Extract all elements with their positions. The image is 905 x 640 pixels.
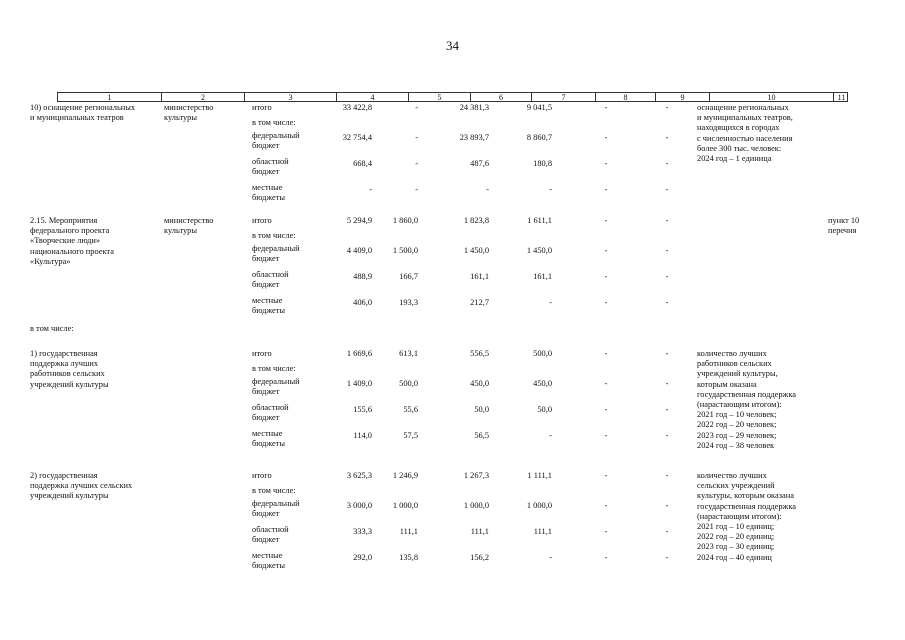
value-c4: 3 000,0 (346, 501, 372, 510)
value-c7: - (549, 185, 552, 194)
value-c5: 111,1 (399, 527, 418, 536)
header-col-4: 4 (337, 93, 409, 101)
value-c8: - (604, 216, 608, 225)
funding-source-label: в том числе: (252, 364, 296, 373)
value-c9: - (665, 379, 669, 388)
funding-source-label: местные бюджеты (252, 296, 286, 316)
value-c5: - (415, 103, 418, 112)
responsible-ministry: министерство культуры (164, 103, 214, 123)
funding-source-label: итого (252, 103, 272, 112)
value-c7: - (549, 553, 552, 562)
value-c4: 292,0 (353, 553, 372, 562)
value-c4: 333,3 (353, 527, 372, 536)
value-c8: - (604, 527, 608, 536)
funding-source-label: федеральный бюджет (252, 244, 300, 264)
value-c6: 556,5 (470, 349, 489, 358)
value-c4: 1 669,6 (346, 349, 372, 358)
reference: пункт 10 перечня (828, 216, 860, 236)
value-c8: - (604, 298, 608, 307)
funding-source-label: в том числе: (252, 486, 296, 495)
value-c8: - (604, 349, 608, 358)
value-c9: - (665, 553, 669, 562)
value-c8: - (604, 471, 608, 480)
header-col-3: 3 (245, 93, 337, 101)
value-c7: 161,1 (533, 272, 552, 281)
value-c5: 135,8 (399, 553, 418, 562)
value-c5: 1 860,0 (392, 216, 418, 225)
header-col-5: 5 (409, 93, 471, 101)
value-c5: 55,6 (403, 405, 418, 414)
value-c4: 1 409,0 (346, 379, 372, 388)
value-c4: 32 754,4 (342, 133, 372, 142)
value-c6: 212,7 (470, 298, 489, 307)
value-c6: 50,0 (474, 405, 489, 414)
expected-result: количество лучших работников сельских учреждений культуры, которым оказана государственная поддержка (нарастающим итогом): 2021 год – 10 человек; 2022 год – 20 человек; 2023 год – 29 человек; 2024 год – 38 человек (697, 349, 796, 450)
funding-source-label: местные бюджеты (252, 429, 286, 449)
value-c4: 5 294,9 (346, 216, 372, 225)
activity-name: 10) оснащение региональных и муниципальных театров (30, 103, 136, 123)
value-c7: 50,0 (537, 405, 552, 414)
funding-source-label: федеральный бюджет (252, 377, 300, 397)
value-c6: 1 450,0 (463, 246, 489, 255)
value-c4: 668,4 (353, 159, 372, 168)
funding-source-label: федеральный бюджет (252, 131, 300, 151)
value-c6: - (486, 185, 489, 194)
header-col-2: 2 (162, 93, 245, 101)
value-c6: 156,2 (470, 553, 489, 562)
header-col-7: 7 (532, 93, 596, 101)
activity-name: 2.15. Мероприятия федерального проекта «Творческие люди» национального проекта «Культура» (30, 216, 114, 266)
value-c5: 166,7 (399, 272, 418, 281)
value-c5: 1 246,9 (392, 471, 418, 480)
value-c6: 161,1 (470, 272, 489, 281)
value-c9: - (665, 185, 669, 194)
expected-result: оснащение региональных и муниципальных театров, находящихся в городах с численностью населения более 300 тыс. человек: 2024 год – 1 единица (697, 103, 793, 164)
subsection-caption: в том числе: (30, 324, 74, 333)
value-c6: 24 381,3 (459, 103, 489, 112)
funding-source-label: федеральный бюджет (252, 499, 300, 519)
value-c6: 450,0 (470, 379, 489, 388)
value-c8: - (604, 159, 608, 168)
value-c4: 155,6 (353, 405, 372, 414)
value-c8: - (604, 501, 608, 510)
value-c6: 1 823,8 (463, 216, 489, 225)
value-c6: 111,1 (470, 527, 489, 536)
header-col-10: 10 (710, 93, 834, 101)
funding-source-label: областной бюджет (252, 403, 289, 423)
funding-source-label: местные бюджеты (252, 183, 286, 203)
value-c8: - (604, 185, 608, 194)
value-c9: - (665, 216, 669, 225)
table-header (57, 92, 848, 102)
responsible-ministry: министерство культуры (164, 216, 214, 236)
value-c5: - (415, 159, 418, 168)
funding-source-label: итого (252, 471, 272, 480)
value-c7: 450,0 (533, 379, 552, 388)
value-c9: - (665, 349, 669, 358)
value-c4: 33 422,8 (342, 103, 372, 112)
value-c9: - (665, 133, 669, 142)
funding-source-label: областной бюджет (252, 525, 289, 545)
page-number: 34 (446, 38, 459, 53)
value-c4: 3 625,3 (346, 471, 372, 480)
value-c8: - (604, 103, 608, 112)
activity-name: 2) государственная поддержка лучших сельских учреждений культуры (30, 471, 133, 501)
value-c4: 114,0 (353, 431, 372, 440)
value-c5: 193,3 (399, 298, 418, 307)
value-c8: - (604, 272, 608, 281)
value-c8: - (604, 405, 608, 414)
value-c7: 1 111,1 (527, 471, 552, 480)
value-c9: - (665, 405, 669, 414)
value-c7: - (549, 431, 552, 440)
value-c8: - (604, 553, 608, 562)
value-c7: 1 450,0 (526, 246, 552, 255)
funding-source-label: областной бюджет (252, 157, 289, 177)
funding-source-label: итого (252, 216, 272, 225)
header-col-11: 11 (837, 93, 846, 102)
value-c5: 1 000,0 (392, 501, 418, 510)
value-c9: - (665, 103, 669, 112)
value-c7: 500,0 (533, 349, 552, 358)
value-c7: 111,1 (533, 527, 552, 536)
value-c6: 23 893,7 (459, 133, 489, 142)
value-c7: 8 860,7 (526, 133, 552, 142)
value-c7: 1 611,1 (527, 216, 552, 225)
activity-name: 1) государственная поддержка лучших работников сельских учреждений культуры (30, 349, 109, 389)
expected-result: количество лучших сельских учреждений культуры, которым оказана государственная поддержка (нарастающим итогом): 2021 год – 10 единиц; 2022 год – 20 единиц; 2023 год – 30 единиц; 2024 год – 40 единиц (697, 471, 796, 562)
value-c5: 57,5 (403, 431, 418, 440)
funding-source-label: итого (252, 349, 272, 358)
value-c8: - (604, 431, 608, 440)
value-c4: 4 409,0 (346, 246, 372, 255)
value-c7: 180,8 (533, 159, 552, 168)
value-c7: - (549, 298, 552, 307)
value-c6: 1 267,3 (463, 471, 489, 480)
value-c9: - (665, 501, 669, 510)
value-c7: 1 000,0 (526, 501, 552, 510)
header-col-1: 1 (58, 93, 162, 101)
header-col-9: 9 (656, 93, 710, 101)
value-c5: 500,0 (399, 379, 418, 388)
value-c9: - (665, 471, 669, 480)
value-c9: - (665, 527, 669, 536)
funding-source-label: в том числе: (252, 118, 296, 127)
value-c8: - (604, 379, 608, 388)
value-c9: - (665, 246, 669, 255)
value-c8: - (604, 246, 608, 255)
value-c5: - (415, 185, 418, 194)
value-c9: - (665, 431, 669, 440)
value-c6: 56,5 (474, 431, 489, 440)
header-col-6: 6 (471, 93, 532, 101)
value-c4: 406,0 (353, 298, 372, 307)
header-col-8: 8 (596, 93, 656, 101)
value-c5: - (415, 133, 418, 142)
value-c4: - (369, 185, 372, 194)
value-c9: - (665, 298, 669, 307)
funding-source-label: областной бюджет (252, 270, 289, 290)
value-c6: 1 000,0 (463, 501, 489, 510)
value-c7: 9 041,5 (526, 103, 552, 112)
value-c9: - (665, 272, 669, 281)
funding-source-label: в том числе: (252, 231, 296, 240)
value-c4: 488,9 (353, 272, 372, 281)
value-c8: - (604, 133, 608, 142)
value-c5: 613,1 (399, 349, 418, 358)
value-c9: - (665, 159, 669, 168)
value-c5: 1 500,0 (392, 246, 418, 255)
value-c6: 487,6 (470, 159, 489, 168)
funding-source-label: местные бюджеты (252, 551, 286, 571)
